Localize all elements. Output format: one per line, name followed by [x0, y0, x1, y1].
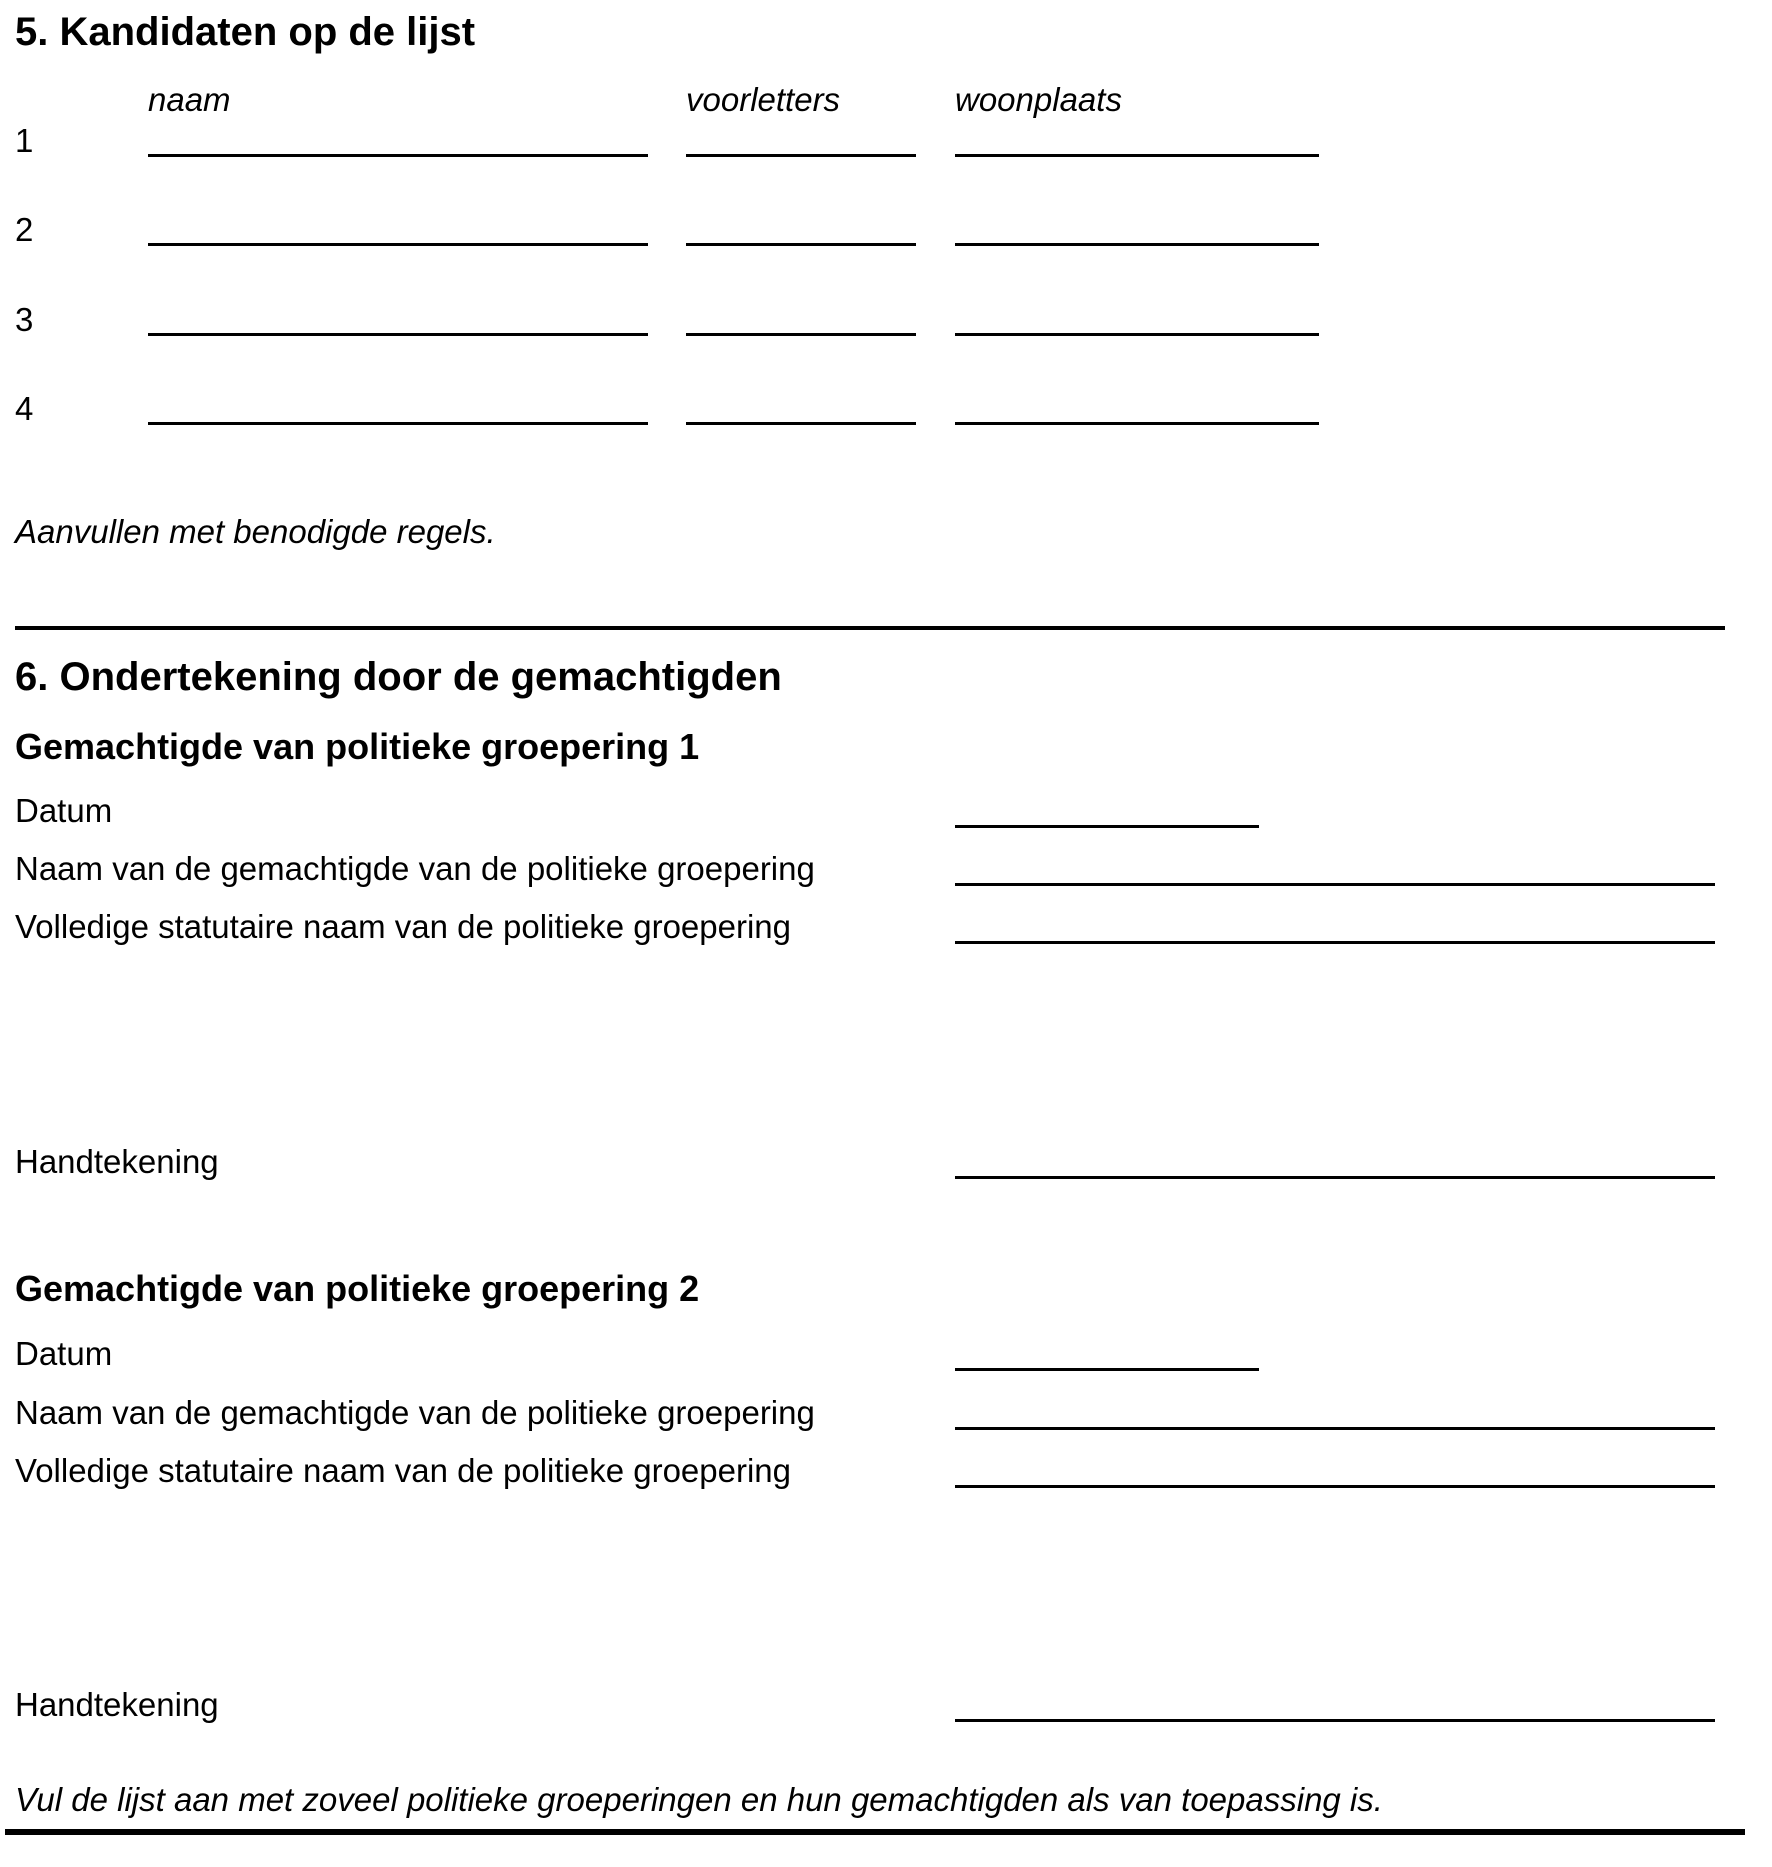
column-header-naam: naam — [148, 81, 231, 118]
gemachtigde-naam-field[interactable] — [955, 1427, 1715, 1430]
datum-field[interactable] — [955, 1368, 1259, 1371]
datum-label: Datum — [15, 792, 113, 829]
column-header-woonplaats: woonplaats — [955, 81, 1122, 118]
candidate-woonplaats-field[interactable] — [955, 243, 1319, 246]
gemachtigde-naam-label: Naam van de gemachtigde van de politieke groepering — [15, 850, 815, 887]
candidate-voorletters-field[interactable] — [686, 422, 916, 425]
handtekening-field[interactable] — [955, 1719, 1715, 1722]
candidate-woonplaats-field[interactable] — [955, 422, 1319, 425]
statutaire-naam-label: Volledige statutaire naam van de politieke groepering — [15, 1452, 792, 1489]
section-5-title: 5. Kandidaten op de lijst — [15, 10, 476, 54]
candidate-row-number: 3 — [15, 301, 34, 338]
group-1-title: Gemachtigde van politieke groepering 1 — [15, 726, 700, 767]
gemachtigde-naam-field[interactable] — [955, 883, 1715, 886]
candidate-woonplaats-field[interactable] — [955, 333, 1319, 336]
handtekening-label: Handtekening — [15, 1143, 219, 1180]
candidate-row-number: 2 — [15, 211, 34, 248]
section-6-footer-note: Vul de lijst aan met zoveel politieke groeperingen en hun gemachtigden als van toepassing is. — [15, 1781, 1383, 1818]
gemachtigde-naam-label: Naam van de gemachtigde van de politieke groepering — [15, 1394, 815, 1431]
candidate-row-number: 1 — [15, 122, 34, 159]
candidate-row-number: 4 — [15, 390, 34, 427]
candidate-woonplaats-field[interactable] — [955, 154, 1319, 157]
candidate-naam-field[interactable] — [148, 154, 648, 157]
datum-label: Datum — [15, 1335, 113, 1372]
candidate-naam-field[interactable] — [148, 333, 648, 336]
handtekening-field[interactable] — [955, 1176, 1715, 1179]
column-header-voorletters: voorletters — [686, 81, 841, 118]
statutaire-naam-field[interactable] — [955, 941, 1715, 944]
section-6-title: 6. Ondertekening door de gemachtigden — [15, 655, 782, 699]
datum-field[interactable] — [955, 825, 1259, 828]
section-divider — [15, 626, 1725, 630]
statutaire-naam-field[interactable] — [955, 1485, 1715, 1488]
handtekening-label: Handtekening — [15, 1686, 219, 1723]
candidate-naam-field[interactable] — [148, 422, 648, 425]
section-5-note: Aanvullen met benodigde regels. — [15, 513, 496, 550]
statutaire-naam-label: Volledige statutaire naam van de politieke groepering — [15, 908, 792, 945]
candidate-voorletters-field[interactable] — [686, 154, 916, 157]
bottom-divider — [5, 1829, 1745, 1835]
candidate-voorletters-field[interactable] — [686, 243, 916, 246]
candidate-voorletters-field[interactable] — [686, 333, 916, 336]
group-2-title: Gemachtigde van politieke groepering 2 — [15, 1268, 700, 1309]
candidate-naam-field[interactable] — [148, 243, 648, 246]
